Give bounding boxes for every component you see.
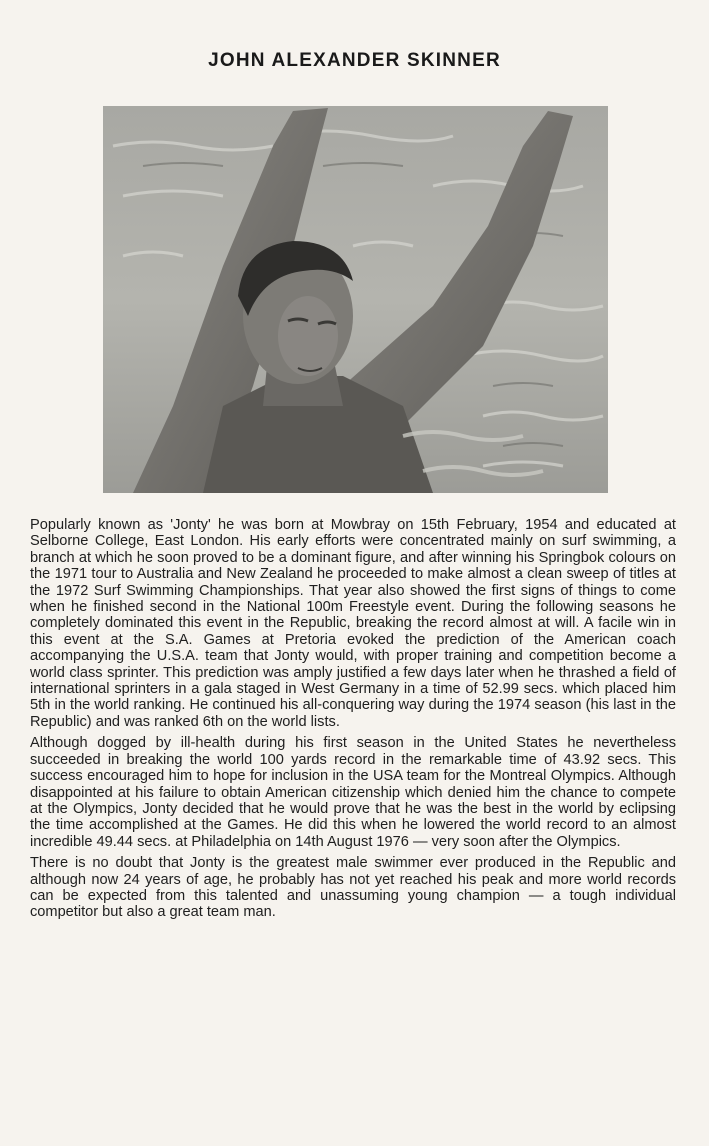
swimmer-photo — [103, 106, 608, 493]
paragraph: Popularly known as 'Jonty' he was born at Mowbray on 15th February, 1954 and educated at Selborne College, East London. His early efforts were concentrated mainly on surf swimming, a branch at which he soon proved to be a dominant figure, and after winning his Springbok colours on the 1971 tour to Australia and New Zealand he proceeded to make almost a clean sweep of titles at the 1972 Surf Swimming Championships. That year also showed the first signs of things to come when he finished second in the National 100m Freestyle event. During the following seasons he completely dominated this event in the Republic, breaking the record almost at will. A facile win in this event at the S.A. Games at Pretoria evoked the prediction of the American coach accompanying the U.S.A. team that Jonty would, with proper training and competition become a world class sprinter. This prediction was amply justified a few days later when he thrashed a field of international sprinters in a gala staged in West Germany in a time of 52.99 secs. which placed him 5th in the world ranking. He continued his all-conquering way during the 1974 season (his last in the Republic) and was ranked 6th on the world lists. — [30, 517, 676, 730]
swimmer-photo-graphic — [103, 106, 608, 493]
article-body — [30, 517, 676, 926]
paragraph: Although dogged by ill-health during his first season in the United States he nevertheless succeeded in breaking the world 100 yards record in the remarkable time of 43.92 secs. This success encouraged him to hope for inclusion in the USA team for the Montreal Olympics. Although disappointed at his failure to obtain American citizenship which denied him the chance to compete at the Olympics, Jonty decided that he would prove that he was the best in the world by eclipsing the time accomplished at the Games. He did this when he lowered the world record to an almost incredible 49.44 secs. at Philadelphia on 14th August 1976 — very soon after the Olympics. — [30, 735, 676, 850]
page-title: JOHN ALEXANDER SKINNER — [208, 50, 501, 71]
paragraph: There is no doubt that Jonty is the greatest male swimmer ever produced in the Republic and although now 24 years of age, he probably has not yet reached his peak and more world records can be expected from this talented and unassuming young champion — a tough individual competitor but also a great team man. — [30, 855, 676, 921]
